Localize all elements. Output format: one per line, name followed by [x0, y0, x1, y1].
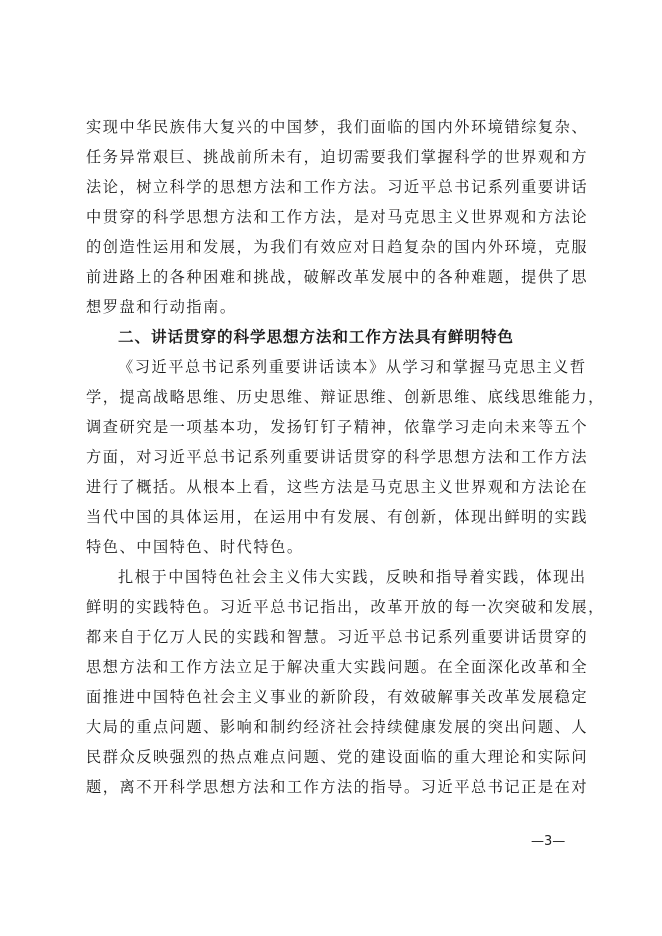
page-number: —3—	[531, 834, 566, 849]
text-line: 实现中华民族伟大复兴的中国梦，我们面临的国内外环境错综复杂、	[86, 118, 589, 136]
paragraph-1	[86, 112, 589, 322]
section-heading-text: 二、讲话贯穿的科学思想方法和工作方法具有鲜明特色	[118, 328, 514, 346]
text-line: 中贯穿的科学思想方法和工作方法，是对马克思主义世界观和方法论	[86, 208, 589, 226]
text-line: 鲜明的实践特色。习近平总书记指出，改革开放的每一次突破和发展，	[86, 598, 605, 616]
text-line: 当代中国的具体运用，在运用中有发展、有创新，体现出鲜明的实践	[86, 508, 589, 526]
text-line: 面推进中国特色社会主义事业的新阶段，有效破解事关改革发展稳定	[86, 688, 589, 706]
text-line: 想罗盘和行动指南。	[86, 298, 237, 316]
text-line: 大局的重点问题、影响和制约经济社会持续健康发展的突出问题、人	[86, 718, 589, 736]
document-page	[86, 112, 605, 802]
text-line: 进行了概括。从根本上看，这些方法是马克思主义世界观和方法论在	[86, 478, 589, 496]
text-line: 法论，树立科学的思想方法和工作方法。习近平总书记系列重要讲话	[86, 178, 589, 196]
text-line: 扎根于中国特色社会主义伟大实践，反映和指导着实践，体现出	[118, 568, 587, 586]
text-line: 民群众反映强烈的热点难点问题、党的建设面临的重大理论和实际问	[86, 748, 589, 766]
text-line: 都来自于亿万人民的实践和智慧。习近平总书记系列重要讲话贯穿的	[86, 628, 589, 646]
text-line: 题，离不开科学思想方法和工作方法的指导。习近平总书记正是在对	[86, 778, 589, 796]
text-line: 《习近平总书记系列重要讲话读本》从学习和掌握马克思主义哲	[118, 358, 587, 376]
text-line: 思想方法和工作方法立足于解决重大实践问题。在全面深化改革和全	[86, 658, 589, 676]
paragraph-2	[86, 352, 605, 562]
text-line: 学，提高战略思维、历史思维、辩证思维、创新思维、底线思维能力，	[86, 388, 605, 406]
text-line: 前进路上的各种困难和挑战，破解改革发展中的各种难题，提供了思	[86, 268, 589, 286]
paragraph-3	[86, 562, 605, 802]
text-line: 任务异常艰巨、挑战前所未有，迫切需要我们掌握科学的世界观和方	[86, 148, 589, 166]
text-line: 特色、中国特色、时代特色。	[86, 538, 304, 556]
text-line: 的创造性运用和发展，为我们有效应对日趋复杂的国内外环境，克服	[86, 238, 589, 256]
text-line: 方面，对习近平总书记系列重要讲话贯穿的科学思想方法和工作方法	[86, 448, 589, 466]
section-heading	[86, 322, 576, 352]
text-line: 调查研究是一项基本功，发扬钉钉子精神，依靠学习走向未来等五个	[86, 418, 589, 436]
